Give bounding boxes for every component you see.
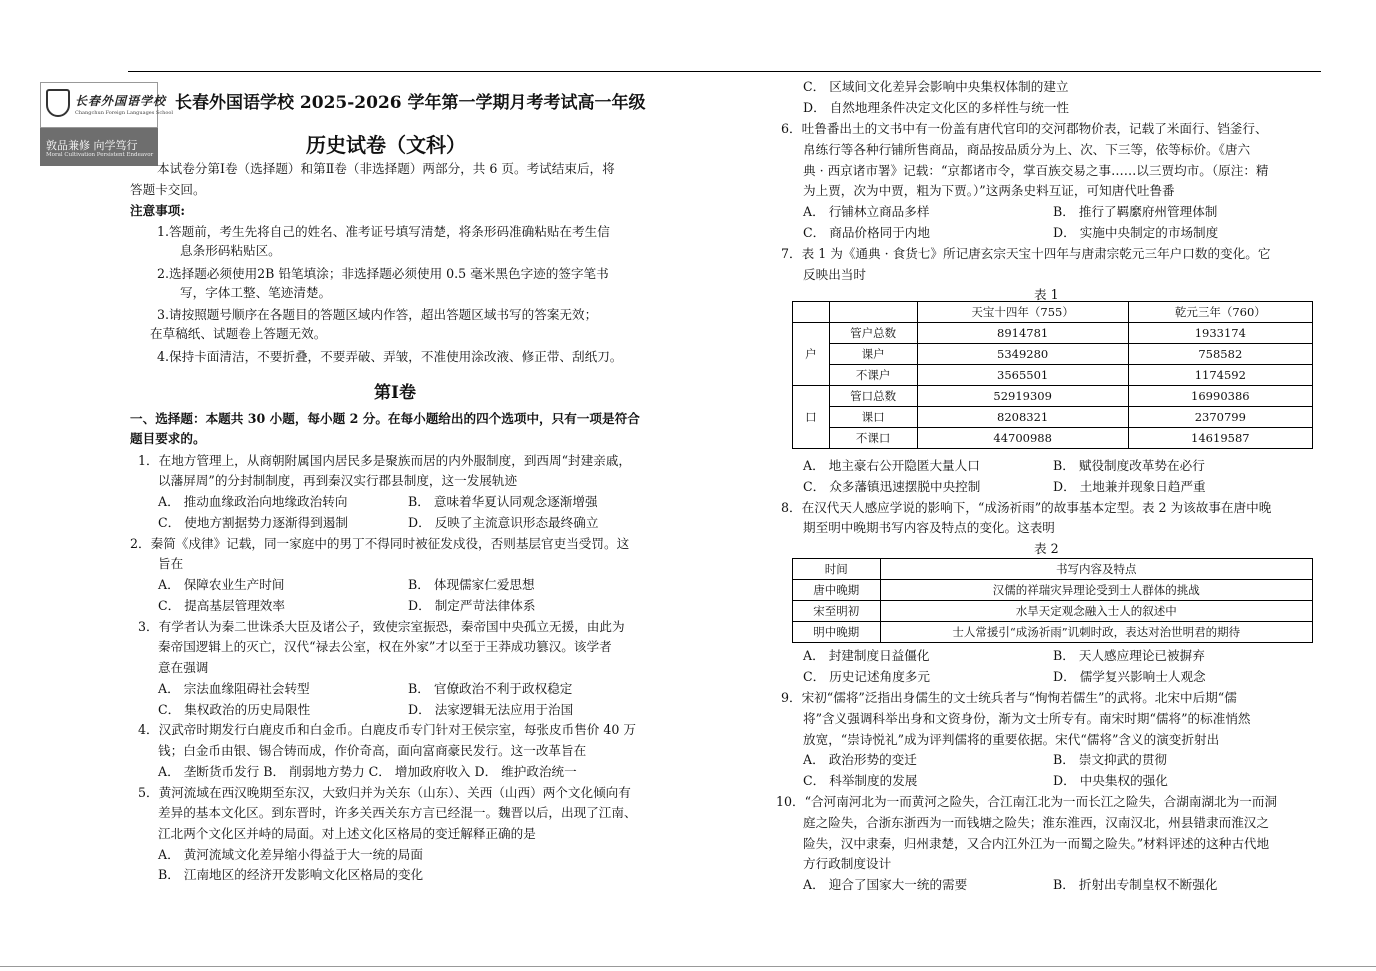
logo-motto: 敦品兼修 向学笃行 [46, 139, 138, 152]
option-b: B． 折射出专制皇权不断强化 [1053, 877, 1218, 892]
question-stem: 险失，汉中隶秦，归州隶楚，又合内江外江为一而蜀之险失。”材料评述的这种古代地 [803, 836, 1270, 851]
question-stem: 8．在汉代天人感应学说的影响下，“成汤祈雨”的故事基本定型。表 2 为该故事在唐中晚 [781, 500, 1272, 515]
table-1 [792, 301, 1313, 449]
question-stem: 典 · 西京诸市署》记载：“京都诸市令，掌百族交易之事……以三贾均市。（原注：精 [803, 163, 1269, 178]
table-1-row-label: 课口 [829, 407, 917, 428]
table-1-row-label: 管口总数 [829, 386, 917, 407]
option-b: B． 江南地区的经济开发影响文化区格局的变化 [158, 867, 424, 882]
option-a: A． 行铺林立商品多样 [803, 204, 930, 219]
question-stem: 2．秦简《戍律》记载，同一家庭中的男丁不得同时被征发戍役，否则基层官吏当受罚。这 [130, 536, 630, 551]
table-1-row-label: 不课户 [829, 365, 917, 386]
question-stem: 9．宋初“儒将”泛指出身儒生的文士统兵者与“恂恂若儒生”的武将。北宋中后期“儒 [781, 690, 1237, 705]
option-b: B． 意味着华夏认同观念逐渐增强 [408, 494, 598, 509]
option-c: C． 科举制度的发展 [803, 773, 918, 788]
table-row [793, 601, 1313, 622]
option-a: A． 政治形势的变迁 [803, 752, 917, 767]
option-d: D． 儒学复兴影响士人观念 [1053, 669, 1206, 684]
option-d: D． 反映了主流意识形态最终确立 [408, 515, 599, 530]
option-c: C． 众多藩镇迅速摆脱中央控制 [803, 479, 981, 494]
question-stem: 秦帝国逻辑上的灭亡，汉代“禄去公室，权在外家”才以至于王莽成功篡汉。该学者 [158, 639, 612, 654]
option-d: D． 自然地理条件决定文化区的多样性与统一性 [803, 100, 1069, 115]
table-row [793, 323, 1313, 344]
note-line: 1.答题前，考生先将自己的姓名、准考证号填写清楚，将条形码准确粘贴在考生信 [157, 224, 610, 239]
option-b: B． 官僚政治不利于政权稳定 [408, 681, 573, 696]
section-title: 第Ⅰ卷 [374, 383, 416, 403]
question-stem: 期至明中晚期书写内容及特点的变化。这表明 [803, 520, 1055, 535]
question-stem: 方行政制度设计 [803, 856, 892, 871]
section-instruction: 题目要求的。 [130, 431, 206, 446]
question-stem: 庭之险失，合浙东浙西为一而钱塘之险失；淮东淮西，汉南汉北，州县错隶而淮汉之 [803, 815, 1269, 830]
table-1-cell: 1174592 [1128, 365, 1312, 386]
option-d: D． 实施中央制定的市场制度 [1053, 225, 1219, 240]
table-1-row-label: 不课口 [829, 428, 917, 449]
table-row [793, 407, 1313, 428]
note-line: 2.选择题必须使用2B 铅笔填涂；非选择题必须使用 0.5 毫米黑色字迹的签字笔书 [157, 266, 609, 281]
table-1-corner [793, 302, 830, 323]
table-1-cell: 8208321 [917, 407, 1128, 428]
school-emblem-icon [46, 89, 70, 117]
logo-motto-en: Moral Cultivation Persistent Endeavor [46, 152, 154, 158]
question-stem: 帛练行等各种行铺所售商品，商品按品质分为上、次、下三等，依等标价。《唐六 [803, 142, 1251, 157]
question-stem: 江北两个文化区并峙的局面。对上述文化区格局的变迁解释正确的是 [158, 826, 536, 841]
question-stem: 10．“合河南河北为一而黄河之险失，合江南江北为一而长江之险失，合湖南湖北为一而洞 [776, 794, 1278, 809]
option-c: C． 使地方割据势力逐渐得到遏制 [158, 515, 348, 530]
exam-title: 长春外国语学校 2025-2026 学年第一学期月考考试高一年级 [175, 93, 646, 113]
question-stem: 反映出当时 [803, 267, 866, 282]
option-c: C． 区域间文化差异会影响中央集权体制的建立 [803, 79, 1069, 94]
table-1-cell: 52919309 [917, 386, 1128, 407]
option-b: B． 推行了羁縻府州管理体制 [1053, 204, 1218, 219]
table-1-cell: 44700988 [917, 428, 1128, 449]
question-stem: 5．黄河流域在西汉晚期至东汉，大致归并为关东（山东）、关西（山西）两个文化倾向有 [138, 785, 631, 800]
question-stem: 7．表 1 为《通典 · 食货七》所记唐玄宗天宝十四年与唐肃宗乾元三年户口数的变化。它 [781, 246, 1271, 261]
intro-line-1: 本试卷分第Ⅰ卷（选择题）和第Ⅱ卷（非选择题）两部分，共 6 页。考试结束后，将 [157, 161, 615, 176]
table-2-content: 士人常援引“成汤祈雨”讥刺时政，表达对治世明君的期待 [880, 622, 1312, 643]
table-row [793, 622, 1313, 643]
exam-subtitle: 历史试卷（文科） [306, 133, 466, 157]
option-d: D． 制定严苛法律体系 [408, 598, 536, 613]
option-c: C． 商品价格同于内地 [803, 225, 930, 240]
table-1-group-label: 户 [793, 323, 830, 386]
table-1-group-label: 口 [793, 386, 830, 449]
table-1-cell: 14619587 [1128, 428, 1312, 449]
table-row [793, 580, 1313, 601]
question-stem: 以藩屏周”的分封制制度，再到秦汉实行郡县制度，这一发展轨迹 [158, 473, 518, 488]
table-1-cell: 8914781 [917, 323, 1128, 344]
option-a: A． 保障农业生产时间 [158, 577, 285, 592]
table-1-col-header: 天宝十四年（755） [917, 302, 1128, 323]
question-stem: 意在强调 [158, 660, 209, 675]
option-c: C． 提高基层管理效率 [158, 598, 285, 613]
option-d: D． 土地兼并现象日趋严重 [1053, 479, 1206, 494]
option-a: A． 封建制度日益僵化 [803, 648, 930, 663]
table-2-col-header: 时间 [793, 559, 881, 580]
table-2-col-header: 书写内容及特点 [880, 559, 1312, 580]
table-1-caption: 表 1 [1034, 287, 1059, 302]
table-row [793, 428, 1313, 449]
table-2-period: 宋至明初 [793, 601, 881, 622]
table-1-row-label: 课户 [829, 344, 917, 365]
note-line: 在草稿纸、试题卷上答题无效。 [150, 326, 327, 341]
table-1-col-header: 乾元三年（760） [1128, 302, 1312, 323]
table-1-cell: 2370799 [1128, 407, 1312, 428]
table-row [793, 344, 1313, 365]
page-bottom-rule [0, 966, 1376, 967]
option-d: D． 中央集权的强化 [1053, 773, 1168, 788]
question-stem: 差异的基本文化区。到东晋时，许多关西关东方言已经混一。魏晋以后，出现了江南、 [158, 805, 637, 820]
header-rule [128, 71, 1321, 72]
option-b: B． 赋役制度改革势在必行 [1053, 458, 1205, 473]
question-stem: 放宽，“崇诗悦礼”成为评判儒将的重要依据。宋代“儒将”含义的演变折射出 [803, 732, 1220, 747]
table-2-period: 明中晚期 [793, 622, 881, 643]
question-stem: 为上贾，次为中贾，粗为下贾。）”这两条史料互证，可知唐代吐鲁番 [803, 183, 1175, 198]
table-1-cell: 16990386 [1128, 386, 1312, 407]
table-1-corner [829, 302, 917, 323]
table-1-cell: 758582 [1128, 344, 1312, 365]
question-stem: 6．吐鲁番出土的文书中有一份盖有唐代官印的交河郡物价表，记载了米面行、铛釜行、 [781, 121, 1268, 136]
table-2-content: 水旱天定观念融入士人的叙述中 [880, 601, 1312, 622]
table-row [793, 365, 1313, 386]
table-row [793, 386, 1313, 407]
table-2-period: 唐中晚期 [793, 580, 881, 601]
table-1-row-label: 管户总数 [829, 323, 917, 344]
option-b: B． 天人感应理论已被摒弃 [1053, 648, 1205, 663]
options-row: A． 垄断货币发行 B． 削弱地方势力 C． 增加政府收入 D． 维护政治统一 [158, 764, 577, 779]
question-stem: 钱；白金币由银、锡合铸而成，作价奇高，面向富商豪民发行。这一改革旨在 [158, 743, 587, 758]
table-2 [792, 558, 1313, 643]
option-b: B． 崇文抑武的贯彻 [1053, 752, 1168, 767]
note-line: 息条形码粘贴区。 [180, 243, 281, 258]
option-a: A． 迎合了国家大一统的需要 [803, 877, 968, 892]
section-instruction: 一、选择题：本题共 30 小题，每小题 2 分。在每小题给出的四个选项中，只有一项是符合 [130, 411, 640, 426]
option-b: B． 体现儒家仁爱思想 [408, 577, 535, 592]
note-line: 写，字体工整、笔迹清楚。 [180, 285, 332, 300]
notes-heading: 注意事项: [130, 203, 186, 218]
option-c: C． 集权政治的历史局限性 [158, 702, 311, 717]
table-1-cell: 3565501 [917, 365, 1128, 386]
question-stem: 4．汉武帝时期发行白鹿皮币和白金币。白鹿皮币专门针对王侯宗室，每张皮币售价 40 万 [138, 722, 637, 737]
option-a: A． 推动血缘政治向地缘政治转向 [158, 494, 348, 509]
option-d: D． 法家逻辑无法应用于治国 [408, 702, 574, 717]
table-1-cell: 1933174 [1128, 323, 1312, 344]
option-a: A． 宗法血缘阻碍社会转型 [158, 681, 310, 696]
question-stem: 1．在地方管理上，从商朝附属国内居民多是聚族而居的内外服制度，到西周“封建亲戚， [138, 453, 632, 468]
table-2-content: 汉儒的祥瑞灾异理论受到士人群体的挑战 [880, 580, 1312, 601]
table-1-cell: 5349280 [917, 344, 1128, 365]
table-2-caption: 表 2 [1034, 541, 1059, 556]
school-logo [40, 82, 173, 166]
question-stem: 3．有学者认为秦二世诛杀大臣及诸公子，致使宗室振恐，秦帝国中央孤立无援，由此为 [138, 619, 625, 634]
option-c: C． 历史记述角度多元 [803, 669, 930, 684]
question-stem: 将”含义强调科举出身和文资身份，渐为文士所专有。南宋时期“儒将”的标准悄然 [803, 711, 1251, 726]
logo-school-name: 长春外国语学校 [75, 94, 167, 108]
note-line: 3.请按照题号顺序在各题目的答题区域内作答，超出答题区域书写的答案无效； [157, 307, 598, 322]
note-line: 4.保持卡面清洁，不要折叠，不要弄破、弄皱，不准使用涂改液、修正带、刮纸刀。 [157, 349, 623, 364]
option-a: A． 黄河流域文化差异缩小得益于大一统的局面 [158, 847, 423, 862]
intro-line-2: 答题卡交回。 [130, 182, 206, 197]
logo-school-en: Changchun Foreign Languages School [75, 110, 173, 116]
option-a: A． 地主豪右公开隐匿大量人口 [803, 458, 980, 473]
question-stem: 旨在 [158, 556, 184, 571]
